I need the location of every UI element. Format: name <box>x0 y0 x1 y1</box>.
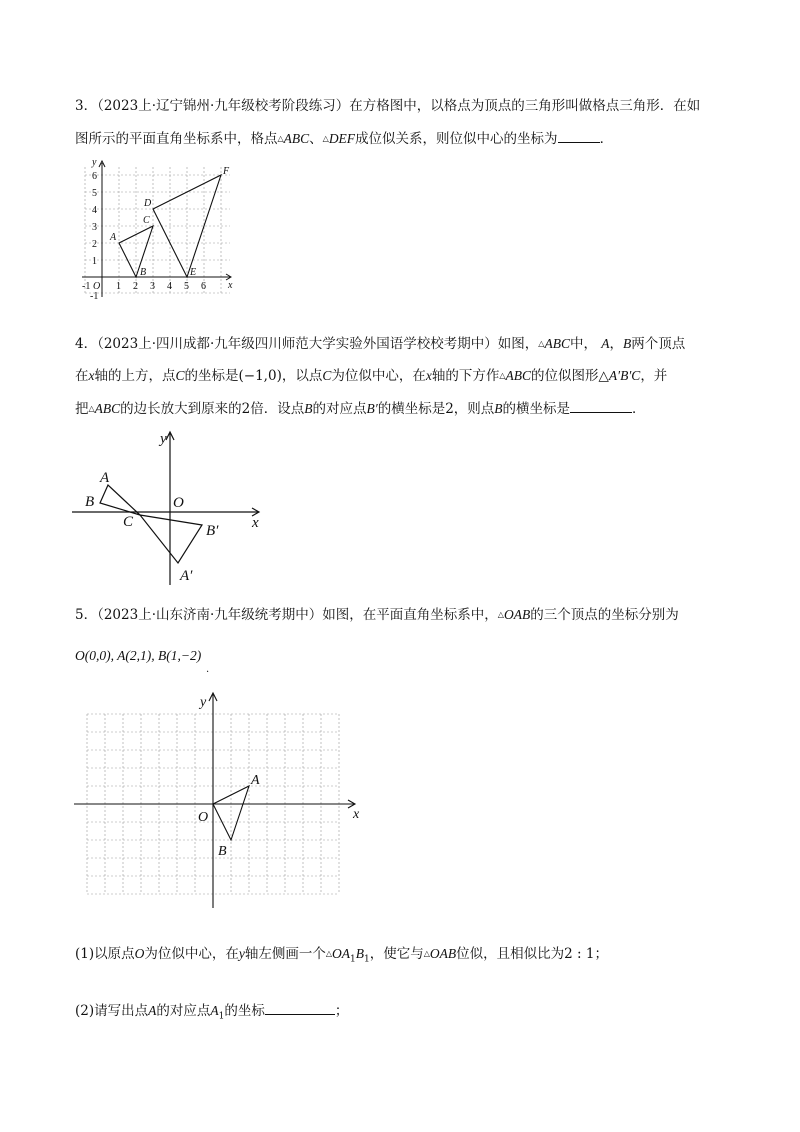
q3-origin: O <box>93 281 101 292</box>
q4-triangle: ABC <box>505 368 532 383</box>
q4-label-aprime: A′ <box>180 568 193 584</box>
q5-text: 为位似中心，在 <box>144 946 239 962</box>
q5-text: ，使它与 <box>369 946 424 962</box>
q3-y-label: y <box>92 157 97 168</box>
q5-label-b: B <box>218 844 227 859</box>
q5-sub: 1 <box>218 1011 225 1022</box>
q3-xtick-neg1: -1 <box>82 281 91 292</box>
q4-text: 轴的下方作 <box>431 368 500 384</box>
q4-text: 的横坐标是 <box>502 401 571 417</box>
q3-ytick-6: 6 <box>92 171 97 182</box>
q4-coord: (−1,0) <box>238 368 282 384</box>
q4-text: 两个顶点 <box>631 336 686 352</box>
q5-sub: 1 <box>350 954 356 965</box>
q4-triangle-image-shape <box>140 515 202 563</box>
q3-text: 在方格图中，以格点为顶点的三角形叫做格点三角形．在如 <box>349 98 701 114</box>
q3-ytick-4: 4 <box>92 205 97 216</box>
q5-part2 <box>75 1000 348 1027</box>
q3-ytick-2: 2 <box>92 239 97 250</box>
q4-image-triangle: △A′B′C <box>598 368 641 383</box>
q4-y-label: y <box>160 431 167 447</box>
q4-point-b: B <box>304 401 313 416</box>
q3-line2 <box>75 128 613 149</box>
q5-y: y <box>238 946 245 961</box>
q4-x: x <box>88 368 95 383</box>
q3-xtick-6: 6 <box>201 281 206 292</box>
q5-text: (2)请写出点 <box>75 1003 149 1019</box>
q3-ytick-1: 1 <box>92 256 97 267</box>
q3-figure <box>80 155 240 305</box>
q3-label-b: B <box>140 267 147 278</box>
q4-x: x <box>425 368 432 383</box>
q4-label-a: A <box>100 470 110 486</box>
q3-end: ． <box>599 131 614 147</box>
q3-label-d: D <box>144 198 152 209</box>
q5-text: 的三个顶点的坐标分别为 <box>530 607 679 623</box>
q5-ratio: 2 : 1 <box>564 946 595 962</box>
q3-xtick-3: 3 <box>150 281 155 292</box>
q4-point-b: B <box>494 401 503 416</box>
q3-ytick-neg1: -1 <box>90 291 99 302</box>
q5-coords: O(0,0), A(2,1), B(1,−2) <box>75 648 202 663</box>
q5-sub: 1 <box>364 954 370 965</box>
q3-text: 成位似关系，则位似中心的坐标为 <box>355 131 558 147</box>
q3-xtick-5: 5 <box>184 281 189 292</box>
q4-line2 <box>75 366 667 386</box>
q5-a1: A <box>210 1003 219 1018</box>
q4-line3 <box>75 398 646 419</box>
q4-text: 在 <box>75 368 89 384</box>
q3-triangle-def: DEF <box>328 131 356 146</box>
q3-source: （2023上·辽宁锦州·九年级校考阶段练习） <box>97 98 350 114</box>
q4-number: 4． <box>75 336 98 352</box>
q5-figure <box>72 690 372 910</box>
q4-point-bprime: B′ <box>366 401 378 416</box>
q3-text: 图所示的平面直角坐标系中，格点 <box>75 131 278 147</box>
q4-triangle: ABC <box>544 336 570 351</box>
q5-triangle1-b: B <box>355 946 365 961</box>
q4-end: ． <box>632 401 646 417</box>
q5-o: O <box>134 946 145 961</box>
q5-dot: . <box>206 664 210 675</box>
q4-text: ，并 <box>640 368 668 384</box>
q5-text: ； <box>334 1003 349 1019</box>
q4-c: C <box>175 368 185 383</box>
q4-text: 为位似中心，在 <box>331 368 426 384</box>
q3-label-f: F <box>223 166 230 177</box>
q5-text: 如图，在平面直角坐标系中， <box>322 607 498 623</box>
triangle-symbol: △ <box>322 134 329 143</box>
q4-c: C <box>322 368 332 383</box>
q4-figure <box>70 425 270 590</box>
triangle-symbol: △ <box>277 134 284 143</box>
q4-answer-blank[interactable] <box>570 398 632 413</box>
q4-text: 的位似图形 <box>531 368 599 384</box>
q4-point-b: B <box>623 336 632 351</box>
q5-triangle1-a: OA <box>332 946 351 961</box>
triangle-symbol: △ <box>499 371 506 380</box>
q3-sep: 、 <box>309 131 323 147</box>
q3-xtick-4: 4 <box>167 281 172 292</box>
q5-triangle: OAB <box>503 607 531 622</box>
q3-ytick-5: 5 <box>92 188 97 199</box>
q5-answer-blank[interactable] <box>265 1000 335 1015</box>
q4-text: 的坐标是 <box>184 368 239 384</box>
q4-triangle: ABC <box>94 401 121 416</box>
q4-label-b: B <box>85 494 95 510</box>
q4-text: 中， <box>569 336 597 352</box>
q4-text: 的边长放大到原来的2倍．设点 <box>120 401 305 417</box>
q3-xtick-1: 1 <box>116 281 121 292</box>
q3-answer-blank[interactable] <box>558 128 600 143</box>
q5-label-a: A <box>251 773 260 788</box>
q3-ytick-3: 3 <box>92 222 97 233</box>
q5-text: ； <box>594 946 608 962</box>
q5-origin: O <box>198 810 209 825</box>
q4-origin: O <box>173 495 184 511</box>
q3-label-e: E <box>190 267 197 278</box>
q4-source: （2023上·四川成都·九年级四川师范大学实验外国语学校校考期中） <box>97 336 498 352</box>
q5-text: 的坐标 <box>224 1003 265 1019</box>
triangle-symbol: △ <box>538 339 545 348</box>
q4-text: 如图， <box>497 336 539 352</box>
q4-x-label: x <box>252 515 259 531</box>
q3-xtick-2: 2 <box>133 281 138 292</box>
q5-a: A <box>148 1003 157 1018</box>
q5-text: 位似，且相似比为 <box>456 946 565 962</box>
q4-text: 的对应点 <box>312 401 367 417</box>
q4-text: 把 <box>75 401 89 417</box>
q5-x-label: x <box>353 807 360 822</box>
q3-label-c: C <box>143 215 150 226</box>
triangle-symbol: △ <box>497 610 504 619</box>
q4-sep: ， <box>609 336 623 352</box>
q4-line1 <box>75 334 685 354</box>
q4-point-a: A <box>601 336 610 351</box>
q5-text: (1)以原点 <box>75 946 135 962</box>
triangle-symbol: △ <box>88 404 95 413</box>
q4-triangle-abc-shape <box>100 485 140 515</box>
triangle-symbol: △ <box>325 949 333 958</box>
q5-triangle: OAB <box>429 946 457 961</box>
q5-number: 5． <box>75 607 98 623</box>
q4-text: 轴的上方，点 <box>94 368 176 384</box>
q3-grid <box>85 167 230 295</box>
q3-triangle-abc: ABC <box>283 131 310 146</box>
q4-label-bprime: B′ <box>206 523 219 539</box>
q3-number: 3． <box>75 98 98 114</box>
q4-text: ，以点 <box>281 368 323 384</box>
q5-part1 <box>75 944 608 970</box>
q3-line1 <box>75 96 700 116</box>
q5-text: 轴左侧画一个 <box>244 946 326 962</box>
q5-text: 的对应点 <box>156 1003 211 1019</box>
q5-y-label: y <box>200 695 207 710</box>
q3-x-label: x <box>228 280 233 291</box>
q5-source: （2023上·山东济南·九年级统考期中） <box>97 607 323 623</box>
triangle-symbol: △ <box>423 949 430 958</box>
q4-label-c: C <box>123 514 134 530</box>
q5-line1 <box>75 605 679 625</box>
q4-text: 的横坐标是2，则点 <box>377 401 495 417</box>
q3-label-a: A <box>110 232 117 243</box>
